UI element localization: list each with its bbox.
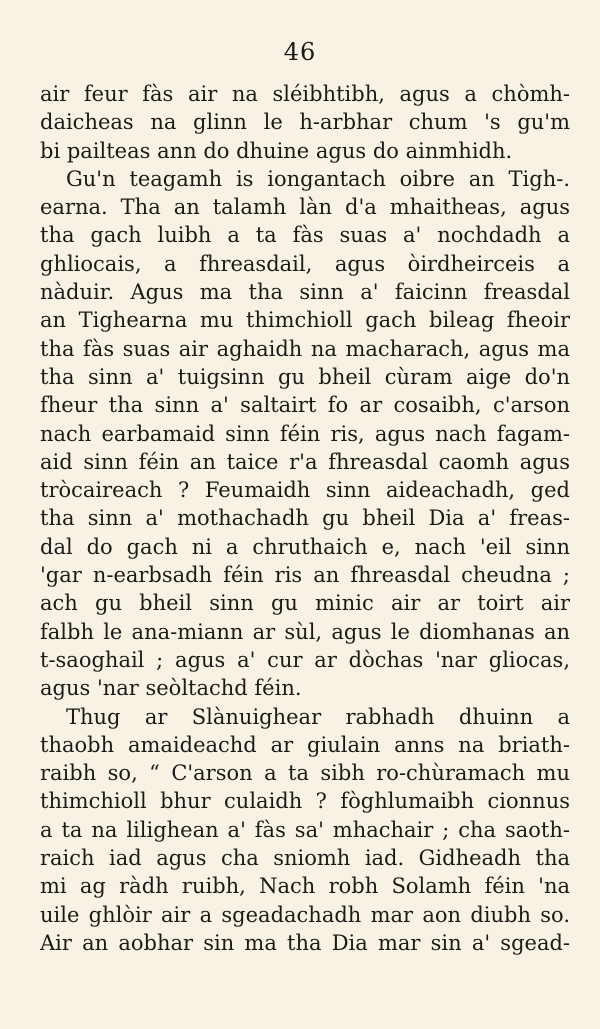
text-line: nach earbamaid sinn féin ris, agus nach fagam- <box>40 421 570 446</box>
text-line: Thug ar Slànuighear rabhadh dhuinn a <box>66 704 570 729</box>
text-line: aid sinn féin an taice r'a fhreasdal caomh agus <box>40 449 570 474</box>
text-line: 'gar n-earbsadh féin ris an fhreasdal cheudna ; <box>40 563 570 588</box>
text-line: dal do gach ni a chruthaich e, nach 'eil sinn <box>40 534 570 559</box>
text-line: air feur fàs air na sléibhtibh, agus a chòmh- <box>40 82 570 106</box>
text-line: ghliocais, a fhreasdail, agus òirdheirceis a <box>40 251 570 276</box>
body-text <box>40 80 570 957</box>
text-line: thimchioll bhur culaidh ? fòghlumaibh cionnus <box>40 789 570 814</box>
text-line: an Tighearna mu thimchioll gach bileag fheoir <box>40 308 570 333</box>
text-line: Air an aobhar sin ma tha Dia mar sin a' sgead- <box>40 930 570 955</box>
text-line: raich iad agus cha sniomh iad. Gidheadh tha <box>40 846 570 871</box>
text-line: fheur tha sinn a' saltairt fo ar cosaibh, c'arson <box>40 393 570 418</box>
text-line: nàduir. Agus ma tha sinn a' faicinn freasdal <box>40 280 570 305</box>
text-line: uile ghlòir air a sgeadachadh mar aon diubh so. <box>40 902 570 927</box>
text-line: falbh le ana-miann ar sùl, agus le diomhanas an <box>40 619 570 644</box>
text-line: raibh so, “ C'arson a ta sibh ro-chùramach mu <box>40 761 570 786</box>
text-line: mi ag ràdh ruibh, Nach robh Solamh féin 'na <box>40 874 570 899</box>
text-line: t-saoghail ; agus a' cur ar dòchas 'nar gliocas, <box>40 647 570 672</box>
text-line: tha gach luibh a ta fàs suas a' nochdadh a <box>40 223 570 248</box>
text-line: tha fàs suas air aghaidh na macharach, agus ma <box>40 336 570 361</box>
text-line: daicheas na glinn le h-arbhar chum 's gu'm <box>40 110 570 135</box>
text-line: ach gu bheil sinn gu minic air ar toirt air <box>40 591 570 616</box>
text-line: tha sinn a' tuigsinn gu bheil cùram aige do'n <box>40 364 570 389</box>
text-line: thaobh amaideachd ar giulain anns na briath- <box>40 732 570 757</box>
text-line: a ta na lilighean a' fàs sa' mhachair ; cha saoth- <box>40 817 570 842</box>
text-line: agus 'nar seòltachd féin. <box>40 676 302 701</box>
text-line: tròcaireach ? Feumaidh sinn aideachadh, ged <box>40 478 570 503</box>
text-line: bi pailteas ann do dhuine agus do ainmhidh. <box>40 138 513 163</box>
text-line: tha sinn a' mothachadh gu bheil Dia a' freas- <box>40 506 570 531</box>
page-number: 46 <box>283 38 317 66</box>
text-line: Gu'n teagamh is iongantach oibre an Tigh-. <box>66 166 570 191</box>
text-line: earna. Tha an talamh làn d'a mhaitheas, agus <box>40 195 570 220</box>
